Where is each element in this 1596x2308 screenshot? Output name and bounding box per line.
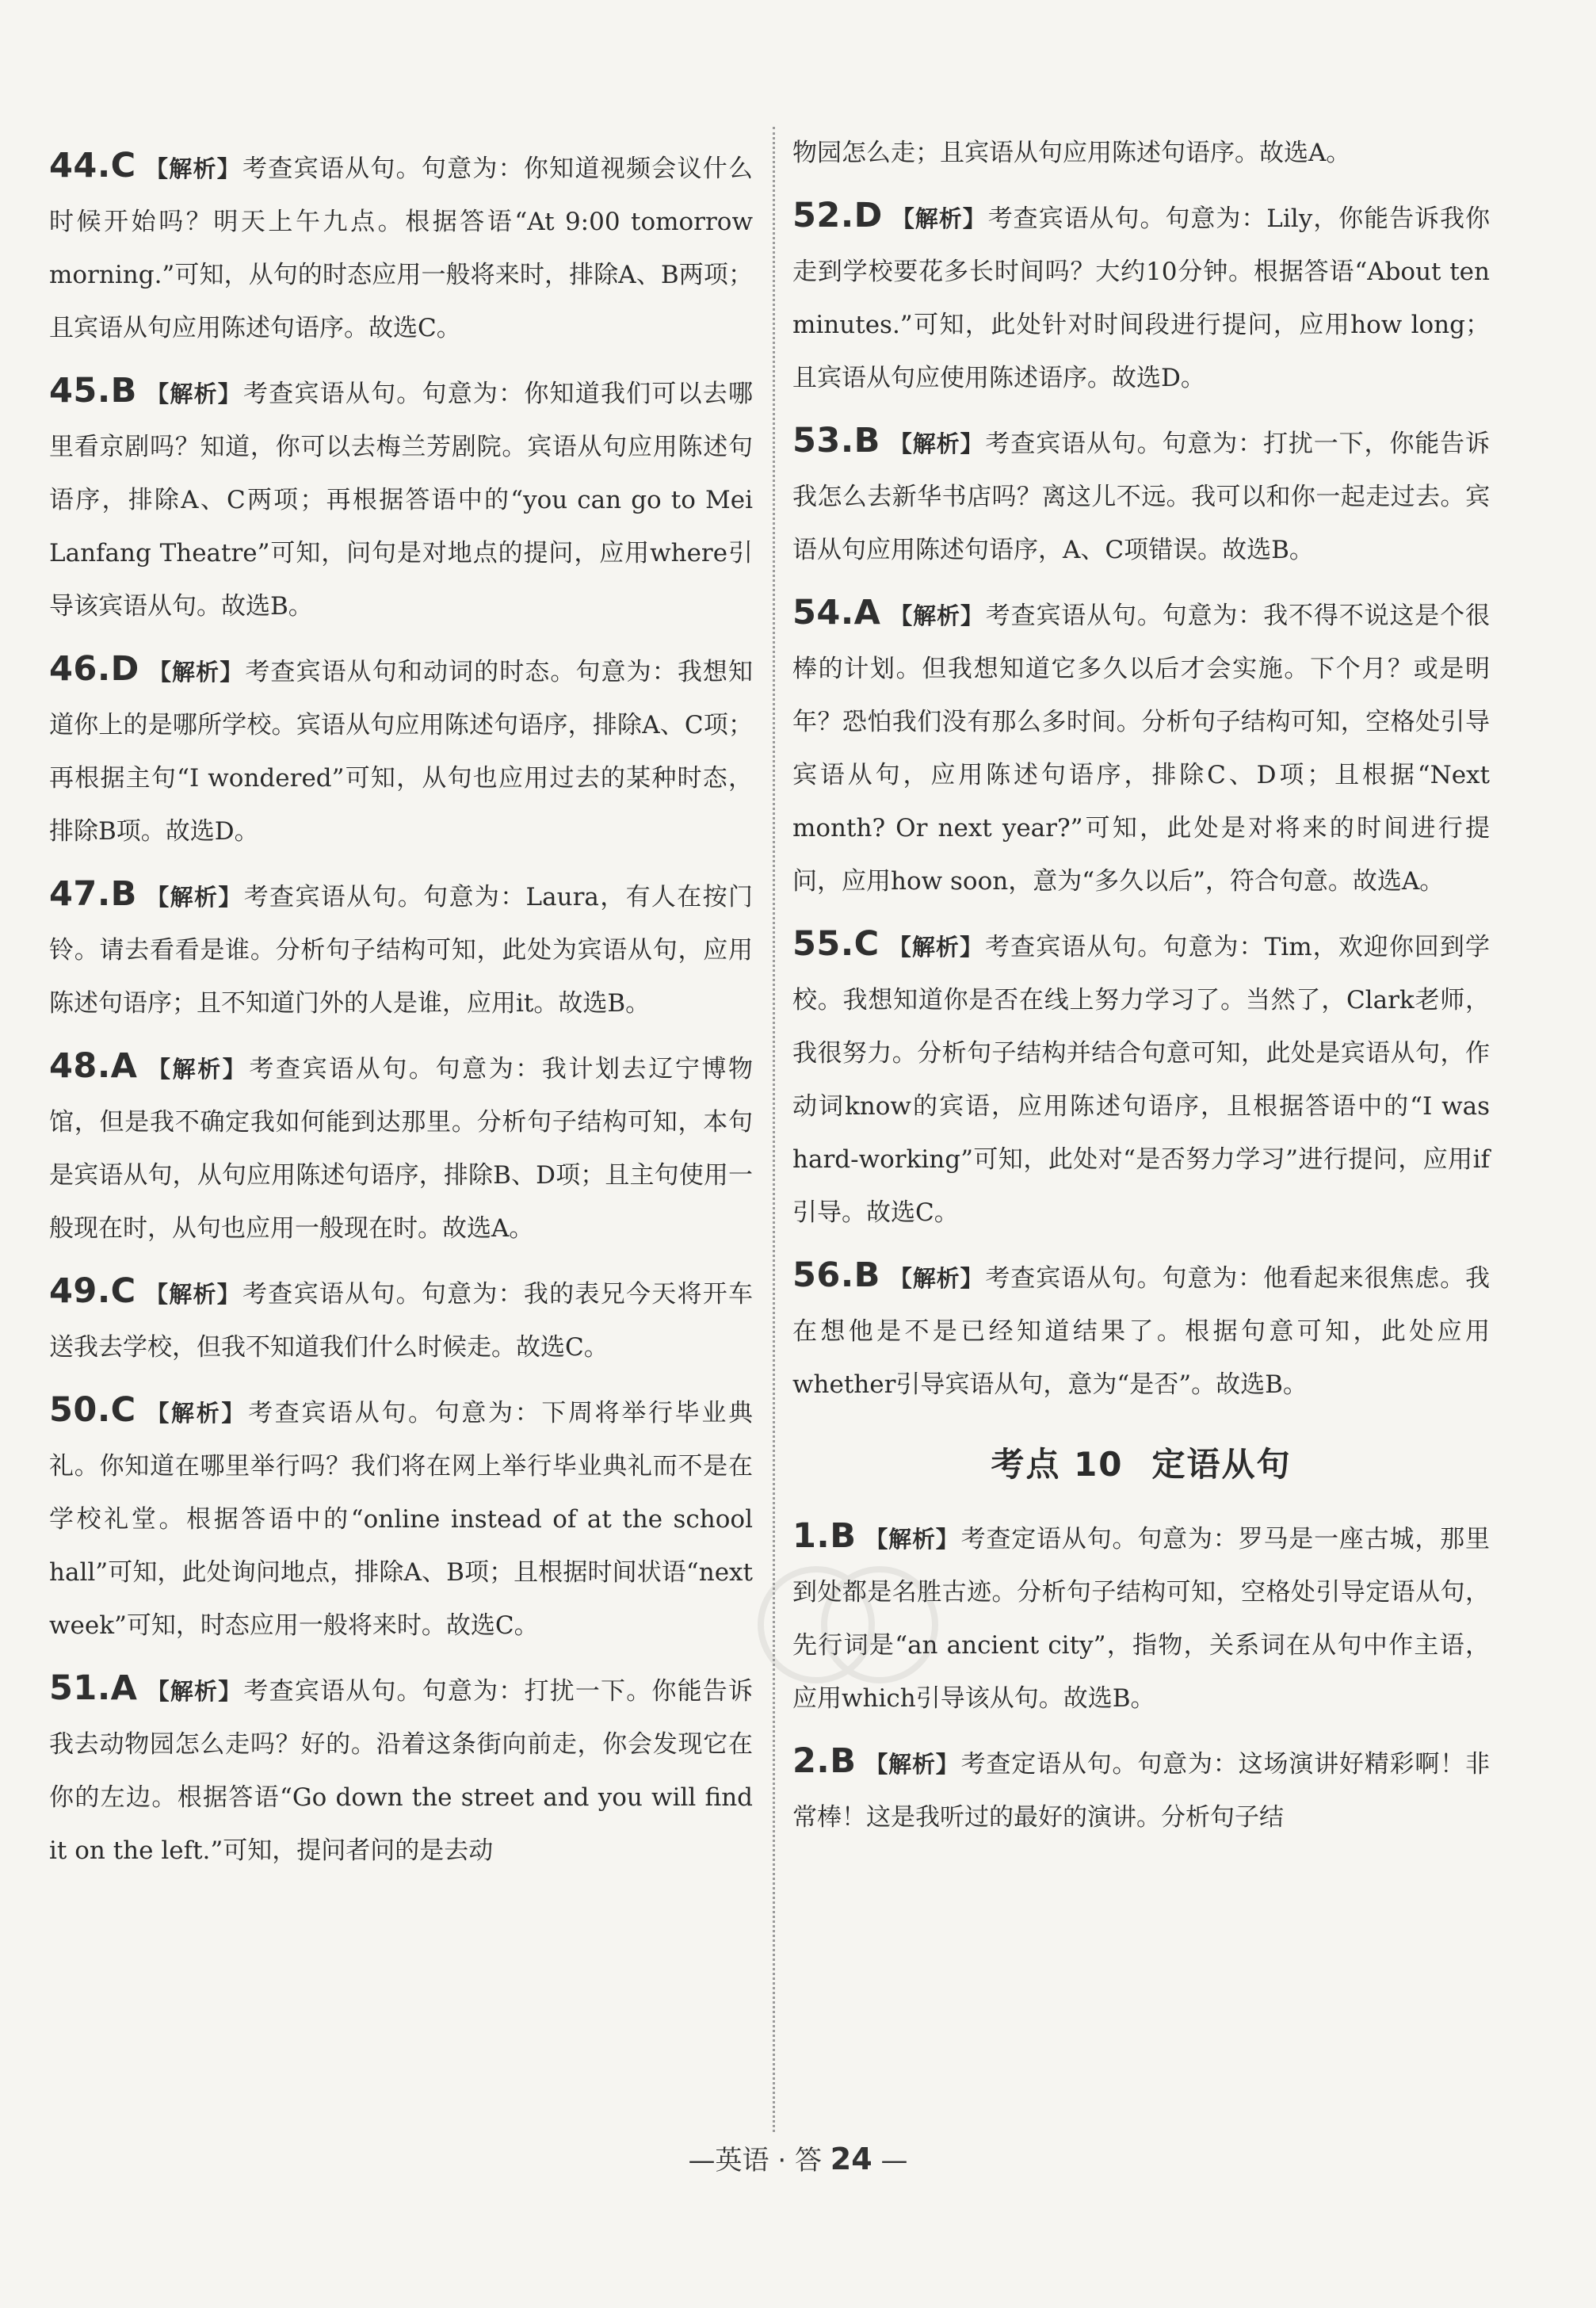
analysis-tag: 【解析】 [887,934,984,961]
analysis-tag: 【解析】 [888,1265,984,1292]
continued-text: 物园怎么走；且宾语从句应用陈述句语序。故选A。 [792,139,1351,167]
answer-number: 55.C [792,924,880,964]
answer-entry [49,1040,753,1255]
answer-number: 47.B [49,874,137,914]
analysis-tag: 【解析】 [147,659,244,686]
analysis-tag: 【解析】 [888,430,984,457]
analysis-tag: 【解析】 [888,602,984,629]
answer-number: 52.D [792,196,883,235]
answer-number: 50.C [49,1390,136,1430]
left-column [49,139,753,1887]
answer-entry [49,1662,753,1878]
analysis-tag: 【解析】 [144,884,242,911]
analysis-text: 考查宾语从句。句意为：打扰一下。你能告诉我去动物园怎么走吗？好的。沿着这条街向前走，你会发现它在你的左边。根据答语“Go down the street and you will find it on the left.”可知，提问者问的是去动 [49,1677,753,1865]
analysis-tag: 【解析】 [144,380,242,407]
page-footer [0,2138,1596,2177]
analysis-text: 考查定语从句。句意为：罗马是一座古城，那里到处都是名胜古迹。分析句子结构可知，空格处引导定语从句，先行词是“an ancient city”，指物，关系词在从句中作主语，应用which引导该从句。故选B。 [792,1525,1490,1713]
analysis-tag: 【解析】 [864,1751,960,1778]
answer-entry [792,918,1490,1240]
answer-entry [49,139,753,355]
answer-number: 51.A [49,1668,138,1708]
analysis-text: 考查宾语从句。句意为：Laura，有人在按门铃。请去看看是谁。分析句子结构可知，此处为宾语从句，应用陈述句语序；且不知道门外的人是谁，应用it。故选B。 [49,883,753,1018]
answer-entry [792,415,1490,577]
answer-entry [49,1384,753,1653]
answer-entry [792,189,1490,405]
answer-number: 53.B [792,421,880,460]
answer-number: 54.A [792,593,881,632]
answer-number: 49.C [49,1271,136,1311]
analysis-tag: 【解析】 [143,1400,247,1427]
right-entries [792,189,1490,1412]
analysis-text: 考查宾语从句。句意为：我计划去辽宁博物馆，但是我不确定我如何能到达那里。分析句子结构可知，本句是宾语从句，从句应用陈述句语序，排除B、D项；且主句使用一般现在时，从句也应用一般现在时。故选A。 [49,1055,753,1243]
analysis-text: 考查宾语从句。句意为：你知道我们可以去哪里看京剧吗？知道，你可以去梅兰芳剧院。宾语从句应用陈述句语序，排除A、C两项；再根据答语中的“you can go to Mei Lanfang Theatre”可知，问句是对地点的提问，应用where引导该宾语从句。故选B。 [49,380,753,621]
analysis-tag: 【解析】 [143,155,242,182]
analysis-tag: 【解析】 [143,1281,242,1308]
column-divider [773,127,775,2132]
analysis-text: 考查宾语从句。句意为：我不得不说这是个很棒的计划。但我想知道它多久以后才会实施。下个月？或是明年？恐怕我们没有那么多时间。分析句子结构可知，空格处引导宾语从句，应用陈述句语序，排除C、D项；且根据“Next month? Or next year?”可知，此处是对将来的时间进行提问，应用how soon，意为“多久以后”，符合句意。故选A。 [792,602,1490,896]
analysis-text: 考查宾语从句。句意为：Lily，你能告诉我你走到学校要花多长时间吗？大约10分钟。根据答语“About ten minutes.”可知，此处针对时间段进行提问，应用how long；且宾语从句应使用陈述语序。故选D。 [792,204,1490,392]
section-heading [792,1439,1490,1486]
analysis-tag: 【解析】 [145,1678,242,1705]
analysis-tag: 【解析】 [145,1056,248,1083]
answer-number: 1.B [792,1516,857,1556]
analysis-text: 考查定语从句。句意为：这场演讲好精彩啊！非常棒！这是我听过的最好的演讲。分析句子结 [792,1750,1490,1832]
footer-suffix: — [880,2145,908,2176]
answer-entry [49,1265,753,1374]
analysis-text: 考查宾语从句。句意为：他看起来很焦虑。我在想他是不是已经知道结果了。根据句意可知，此处应用whether引导宾语从句，意为“是否”。故选B。 [792,1264,1490,1399]
analysis-tag: 【解析】 [864,1526,960,1553]
watermark-logo [697,1553,998,1696]
answer-entry [49,868,753,1030]
answer-number: 45.B [49,371,137,411]
analysis-text: 考查宾语从句。句意为：Tim，欢迎你回到学校。我想知道你是否在线上努力学习了。当然了，Clark老师，我很努力。分析句子结构并结合句意可知，此处是宾语从句，作动词know的宾语，应用陈述句语序，且根据答语中的“I was hard-working”可知，此处对“是否努力学习”进行提问，应用if引导。故选C。 [792,933,1490,1227]
analysis-text: 考查宾语从句。句意为：我的表兄今天将开车送我去学校，但我不知道我们什么时候走。故选C。 [49,1280,753,1362]
analysis-text: 考查宾语从句和动词的时态。句意为：我想知道你上的是哪所学校。宾语从句应用陈述句语序，排除A、C项；再根据主句“I wondered”可知，从句也应用过去的某种时态，排除B项。故选D。 [49,658,753,846]
analysis-text: 考查宾语从句。句意为：你知道视频会议什么时候开始吗？明天上午九点。根据答语“At 9:00 tomorrow morning.”可知，从句的时态应用一般将来时，排除A、B两项；且宾语从句应用陈述句语序。故选C。 [49,155,753,342]
analysis-text: 考查宾语从句。句意为：下周将举行毕业典礼。你知道在哪里举行吗？我们将在网上举行毕业典礼而不是在学校礼堂。根据答语中的“online instead of at the school hall”可知，此处询问地点，排除A、B项；且根据时间状语“next week”可知，时态应用一般将来时。故选C。 [49,1399,753,1640]
answer-entry [792,1735,1490,1844]
section-title: 定语从句 [1151,1445,1292,1484]
answer-number: 46.D [49,649,139,689]
answer-entry [792,1249,1490,1412]
answer-entry [49,365,753,633]
answer-number: 2.B [792,1741,857,1781]
answer-entry [792,587,1490,908]
answer-entry [49,643,753,858]
answer-number: 48.A [49,1046,138,1086]
answer-number: 56.B [792,1255,880,1295]
footer-prefix: —英语 · 答 [688,2145,822,2176]
section-label: 考点 10 [991,1445,1124,1484]
analysis-text: 考查宾语从句。句意为：打扰一下，你能告诉我怎么去新华书店吗？离这儿不远。我可以和你一起走过去。宾语从句应用陈述句语序，A、C项错误。故选B。 [792,430,1490,564]
analysis-tag: 【解析】 [890,205,987,232]
page-number: 24 [830,2142,872,2176]
answer-number: 44.C [49,146,136,185]
